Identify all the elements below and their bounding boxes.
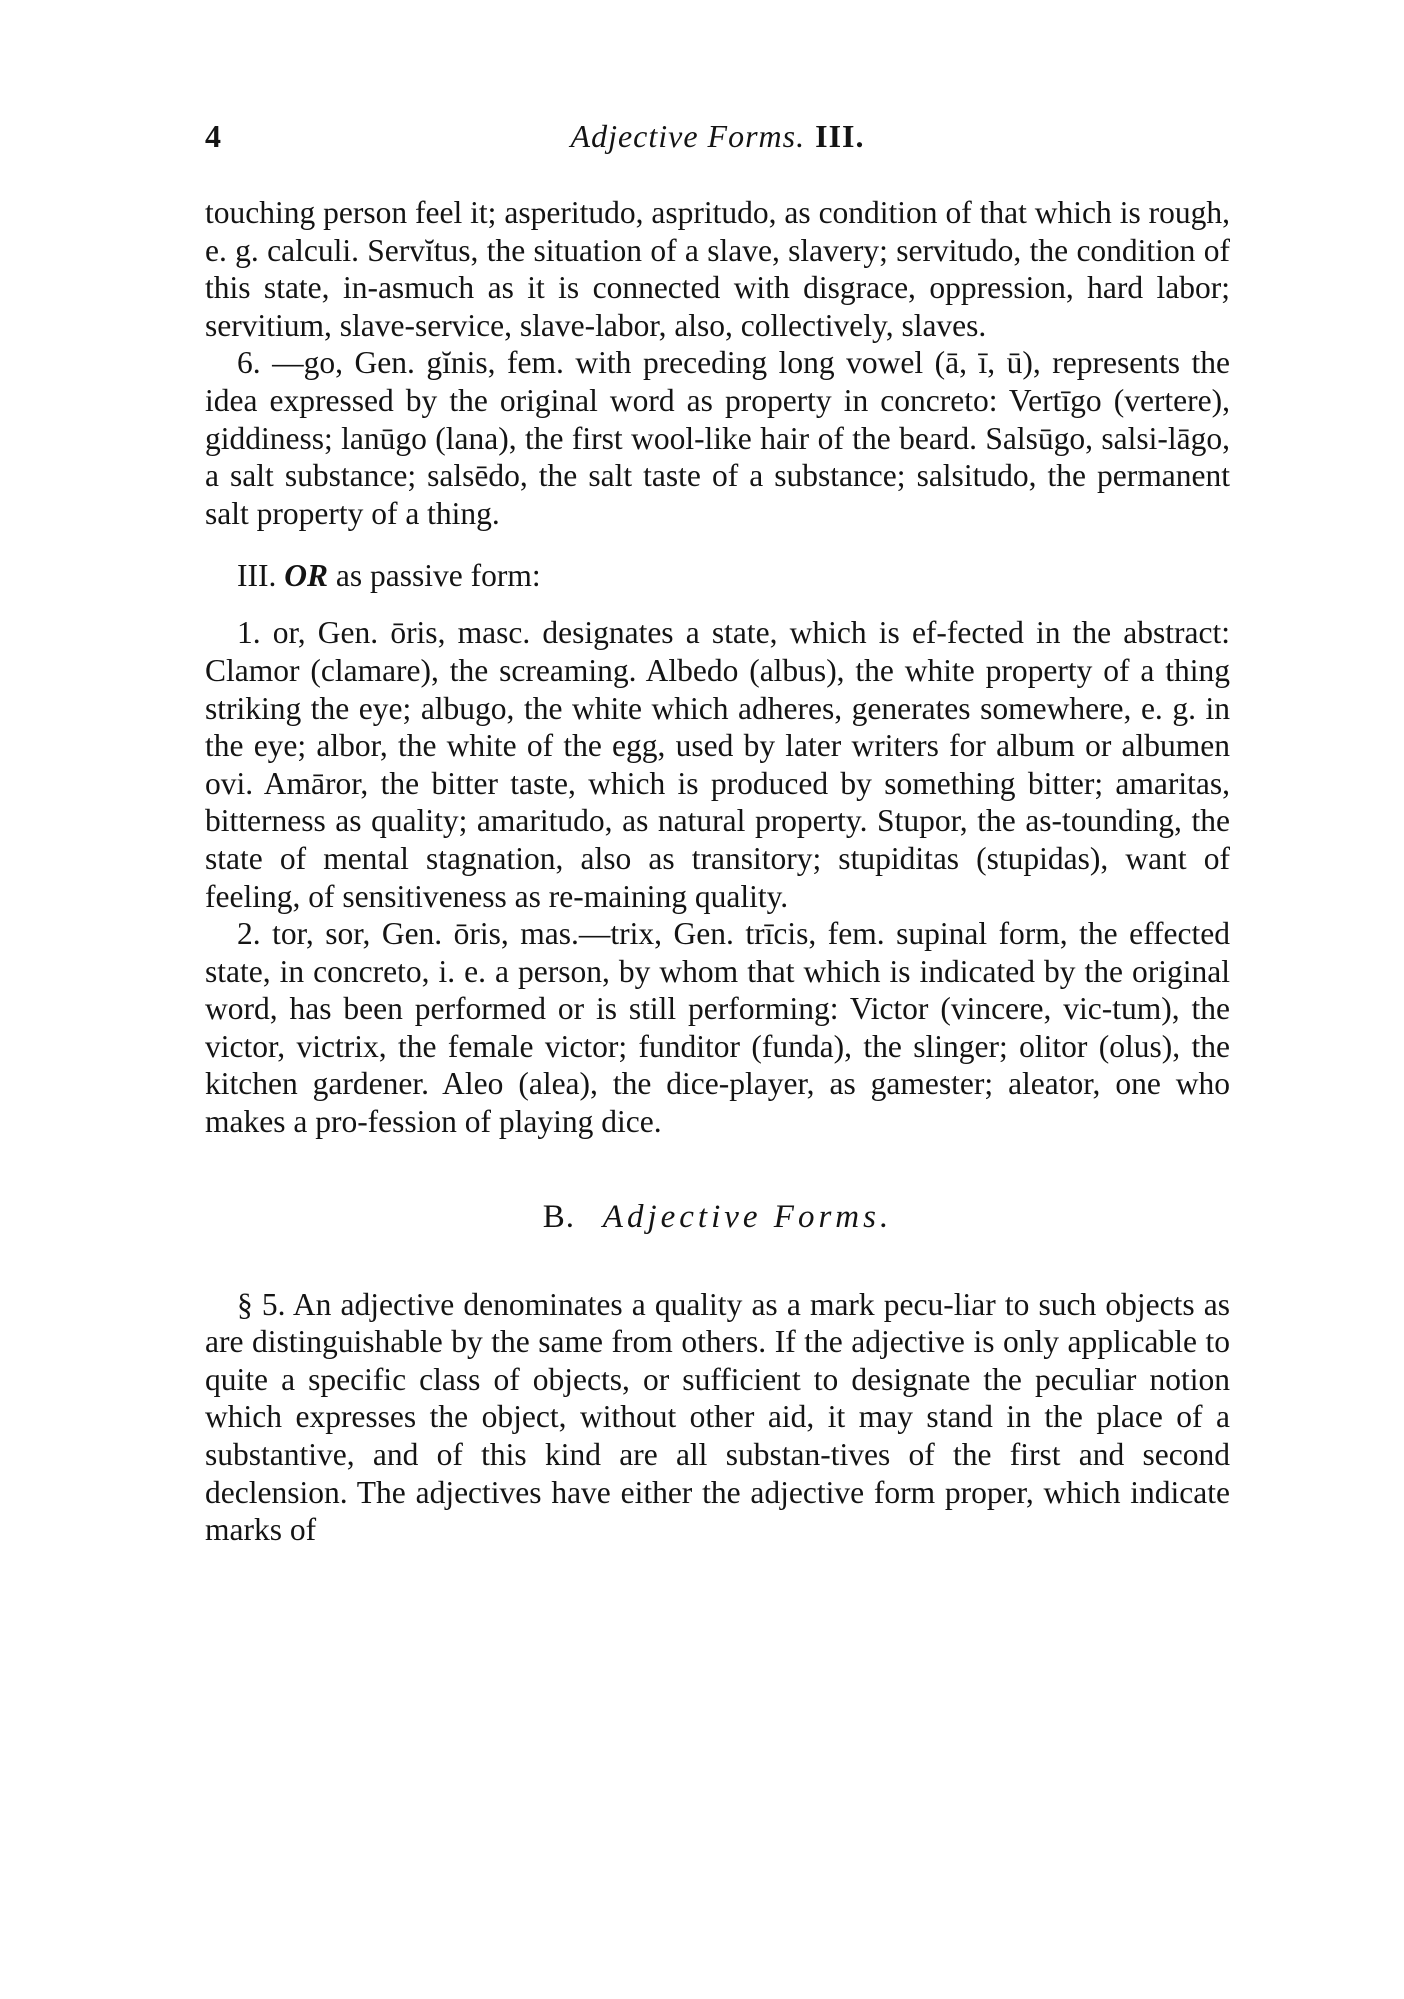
part-number: III. — [815, 118, 865, 154]
page-header — [205, 118, 1230, 166]
paragraph-section-5: § 5. An adjective denominates a quality as a mark pecu-liar to such objects as are distinguishable by the same from others. If the adjective is only applicable to quite a specific class of objects, or sufficient to designate the peculiar notion which expresses the object, without other aid, it may stand in the place of a substantive, and of this kind are all substan-tives of the first and second declension. The adjectives have either the adjective form proper, which indicate marks of — [205, 1286, 1230, 1548]
section-keyword: OR — [284, 558, 328, 594]
paragraph-item-2: 2. tor, sor, Gen. ōris, mas.—trix, Gen. trīcis, fem. supinal form, the effected state, in concreto, i. e. a person, by whom that which is indicated by the original word, has been performed or is still performing: Victor (vincere, vic-tum), the victor, victrix, the female victor; funditor (funda), the slinger; olitor (olus), the kitchen gardener. Aleo (alea), the dice-player, as gamester; aleator, one who makes a pro-fession of playing dice. — [205, 916, 1230, 1140]
section-heading-iii — [237, 556, 1230, 596]
paragraph-item-6: 6. —go, Gen. gĭnis, fem. with preceding long vowel (ā, ī, ū), represents the idea expressed by the original word as property in concreto: Vertīgo (vertere), giddiness; lanūgo (lana), the first wool-like hair of the beard. Salsūgo, salsi-lāgo, a salt substance; salsēdo, the salt taste of a substance; salsitudo, the permanent salt property of a thing. — [205, 345, 1230, 531]
running-title: Adjective Forms. — [570, 118, 806, 154]
document-page — [205, 118, 1230, 1549]
page-number: 4 — [205, 118, 221, 154]
subheading-title: Adjective Forms. — [602, 1198, 893, 1235]
paragraph-item-1: 1. or, Gen. ōris, masc. designates a state, which is ef-fected in the abstract: Clamor (clamare), the screaming. Albedo (albus), the white property of a thing striking the eye; albugo, the white which adheres, generates somewhere, e. g. in the eye; albor, the white of the egg, used by later writers for album or albumen ovi. Amāror, the bitter taste, which is produced by something bitter; amaritas, bitterness as quality; amaritudo, as natural property. Stupor, the as-tounding, the state of mental stagnation, also as transitory; stupiditas (stupidas), want of feeling, of sensitiveness as re-maining quality. — [205, 615, 1230, 914]
section-number: III. — [237, 558, 277, 594]
subheading-letter: B. — [542, 1198, 576, 1235]
running-head — [205, 118, 1230, 155]
subheading-adjective-forms — [205, 1199, 1230, 1236]
section-heading-text: as passive form: — [335, 558, 541, 594]
paragraph-continuation: touching person feel it; asperitudo, aspritudo, as condition of that which is rough, e. g. calculi. Servĭtus, the situation of a slave, slavery; servitudo, the condition of this state, in-asmuch as it is connected with disgrace, oppression, hard labor; servitium, slave-service, slave-labor, also, collectively, slaves. — [205, 195, 1230, 343]
